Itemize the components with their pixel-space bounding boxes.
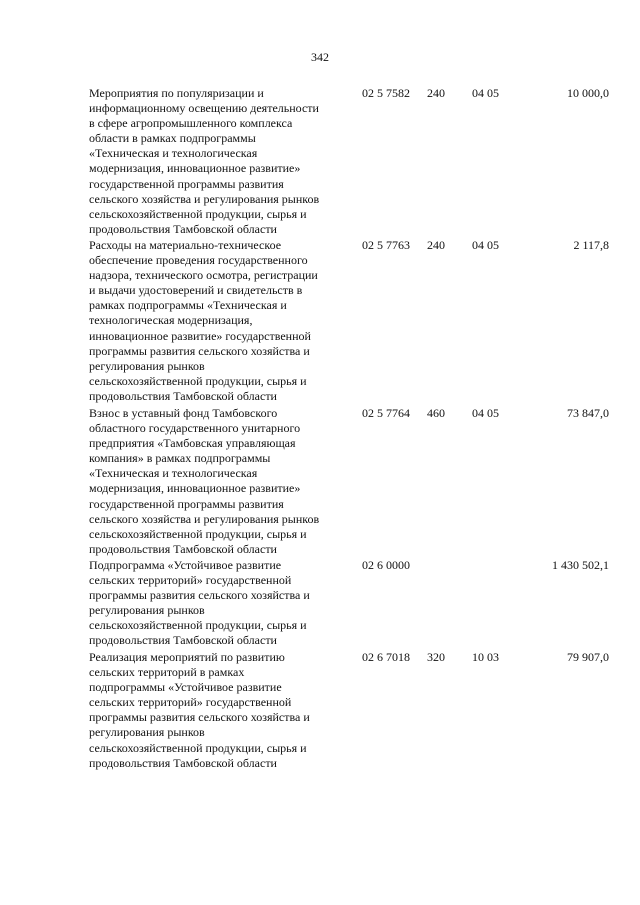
- table-row: [89, 238, 609, 406]
- row-amount: 1 430 502,1: [552, 558, 609, 572]
- table-row: [89, 86, 609, 238]
- row-amount: 2 117,8: [573, 238, 609, 252]
- row-expense-type-code: 240: [427, 86, 445, 100]
- row-expense-type-code: 320: [427, 650, 445, 664]
- row-description: Подпрограмма «Устойчивое развитие сельских территорий» государственной программы развития сельского хозяйства и регулирования рынков сельскохозяйственной продукции, сырья и продовольствия Тамбовской области: [89, 558, 310, 648]
- row-description: Мероприятия по популяризации и информационному освещению деятельности в сфере агропромышленного комплекса области в рамках подпрограммы «Техническая и технологическая модернизация, инновационное развитие» государственной программы развития сельского хозяйства и регулирования рынков сельскохозяйственной продукции, сырья и продовольствия Тамбовской области: [89, 86, 320, 236]
- table-row: [89, 406, 609, 558]
- row-section-code: 04 05: [472, 86, 499, 100]
- row-description: Реализация мероприятий по развитию сельских территорий в рамках подпрограммы «Устойчивое развитие сельских территорий» государственной программы развития сельского хозяйства и регулирования рынков сельскохозяйственной продукции, сырья и продовольствия Тамбовской области: [89, 650, 310, 770]
- row-section-code: 04 05: [472, 238, 499, 252]
- table-row: [89, 558, 609, 650]
- row-expense-type-code: 240: [427, 238, 445, 252]
- row-amount: 73 847,0: [567, 406, 609, 420]
- row-amount: 79 907,0: [567, 650, 609, 664]
- row-target-article-code: 02 5 7764: [362, 406, 410, 420]
- row-section-code: 04 05: [472, 406, 499, 420]
- row-description: Расходы на материально-техническое обеспечение проведения государственного надзора, технического осмотра, регистрации и выдачи удостоверений и свидетельств в рамках подпрограммы «Техническая и технологическая модернизация, инновационное развитие» государственной программы развития сельского хозяйства и регулирования рынков сельскохозяйственной продукции, сырья и продовольствия Тамбовской области: [89, 238, 318, 403]
- row-target-article-code: 02 6 0000: [362, 558, 410, 572]
- row-description: Взнос в уставный фонд Тамбовского областного государственного унитарного предприятия «Тамбовская управляющая компания» в рамках подпрограммы «Техническая и технологическая модернизация, инновационное развитие» государственной программы развития сельского хозяйства и регулирования рынков сельскохозяйственной продукции, сырья и продовольствия Тамбовской области: [89, 406, 320, 556]
- row-target-article-code: 02 5 7763: [362, 238, 410, 252]
- row-section-code: 10 03: [472, 650, 499, 664]
- page-number: 342: [311, 50, 329, 64]
- budget-table: [89, 86, 609, 770]
- row-amount: 10 000,0: [567, 86, 609, 100]
- row-target-article-code: 02 6 7018: [362, 650, 410, 664]
- row-expense-type-code: 460: [427, 406, 445, 420]
- row-target-article-code: 02 5 7582: [362, 86, 410, 100]
- table-row: [89, 650, 609, 770]
